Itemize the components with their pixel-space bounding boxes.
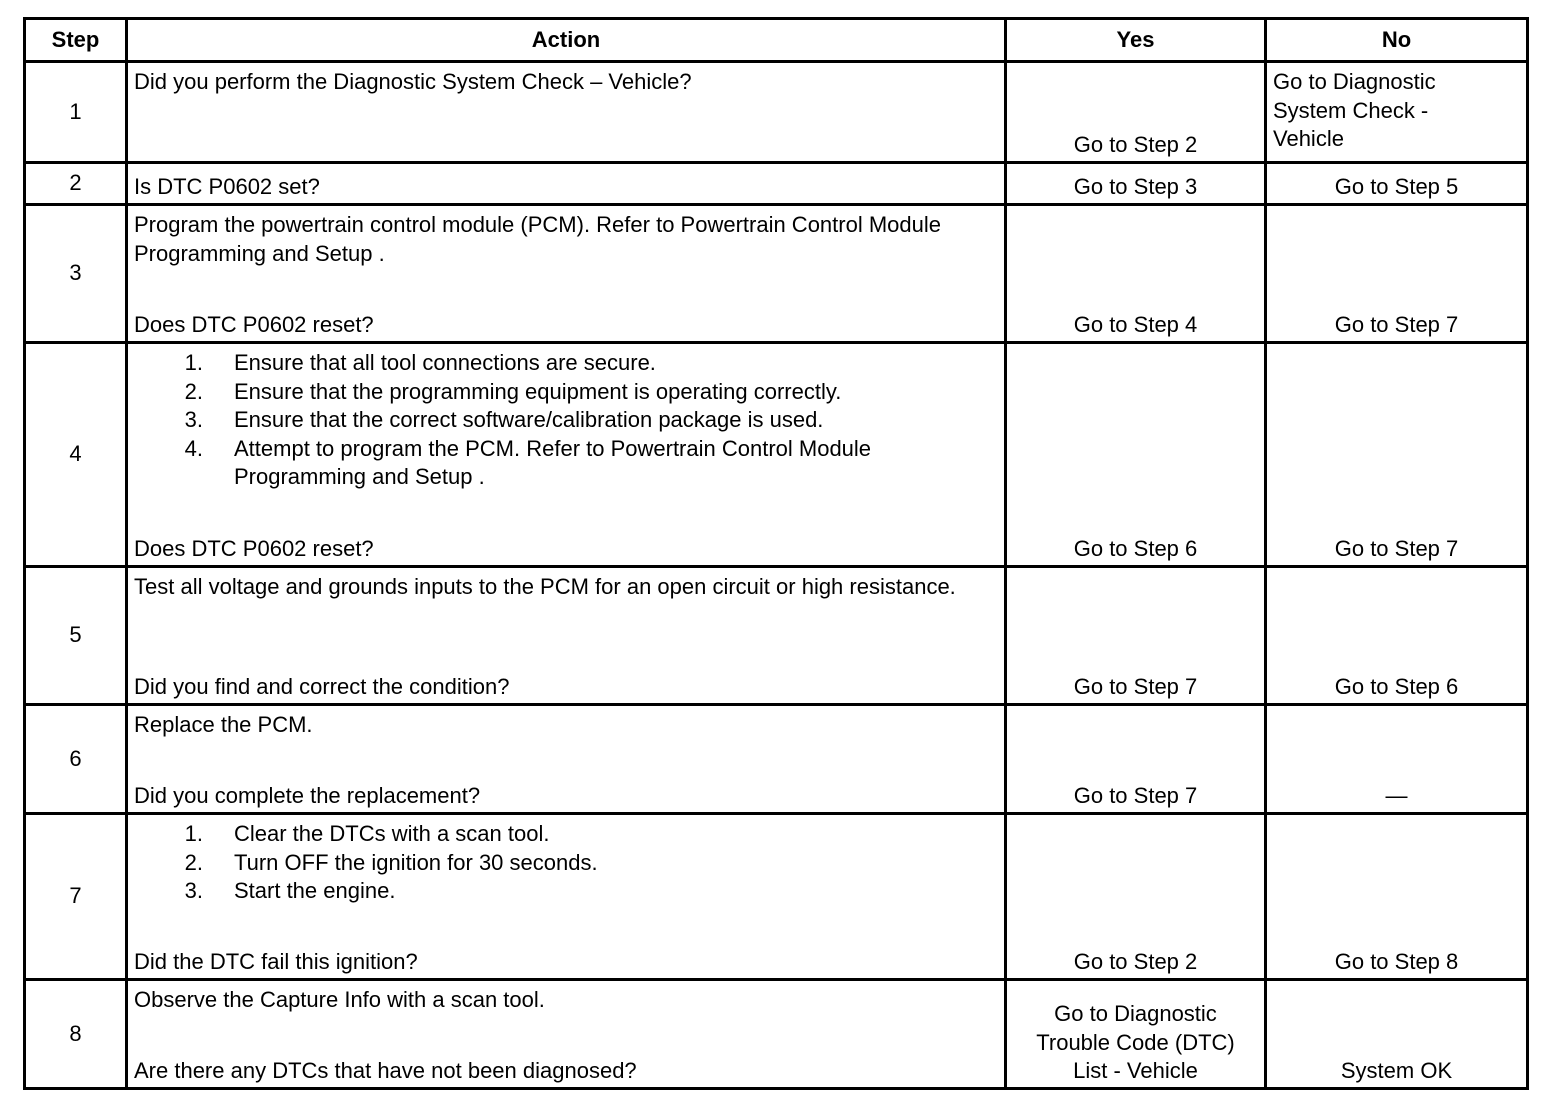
list-item <box>134 349 998 378</box>
action-text: Test all voltage and grounds inputs to the PCM for an open circuit or high resistance. <box>134 574 956 599</box>
action-question: Did you find and correct the condition? <box>134 674 510 700</box>
table-row <box>25 980 1528 1089</box>
step-number: 1 <box>25 62 127 163</box>
list-text: Ensure that the programming equipment is operating correctly. <box>234 378 842 404</box>
action-cell <box>127 163 1006 205</box>
yes-cell: Go to Step 2 <box>1006 814 1266 980</box>
action-cell <box>127 205 1006 343</box>
list-text: Turn OFF the ignition for 30 seconds. <box>234 849 598 875</box>
action-cell <box>127 705 1006 814</box>
action-cell <box>127 814 1006 980</box>
action-cell <box>127 980 1006 1089</box>
no-cell: Go to Step 6 <box>1266 567 1528 705</box>
step-number: 8 <box>25 980 127 1089</box>
table-row <box>25 62 1528 163</box>
action-question: Are there any DTCs that have not been diagnosed? <box>134 1058 637 1084</box>
step-number: 5 <box>25 567 127 705</box>
list-item <box>134 849 998 878</box>
action-text: Observe the Capture Info with a scan tool. <box>134 987 545 1012</box>
no-cell: Go to Step 5 <box>1266 163 1528 205</box>
yes-cell: Go to Diagnostic Trouble Code (DTC) List - Vehicle <box>1006 980 1266 1089</box>
step-number: 7 <box>25 814 127 980</box>
action-question: Does DTC P0602 reset? <box>134 536 374 562</box>
action-text: Is DTC P0602 set? <box>134 174 320 200</box>
list-text: Ensure that the correct software/calibration package is used. <box>234 407 824 433</box>
list-item <box>134 877 998 906</box>
action-list <box>134 820 998 906</box>
action-cell <box>127 62 1006 163</box>
step-number: 6 <box>25 705 127 814</box>
header-yes: Yes <box>1006 19 1266 62</box>
no-cell: Go to Diagnostic System Check - Vehicle <box>1266 62 1528 163</box>
diagnostic-table <box>23 17 1529 1090</box>
list-number: 4. <box>184 435 203 461</box>
action-text: Replace the PCM. <box>134 712 313 737</box>
list-number: 3. <box>184 878 203 904</box>
list-number: 2. <box>184 378 203 404</box>
action-question: Did the DTC fail this ignition? <box>134 949 418 975</box>
action-question: Did you complete the replacement? <box>134 783 481 809</box>
list-item <box>134 820 998 849</box>
action-list <box>134 349 998 492</box>
header-step: Step <box>25 19 127 62</box>
list-item <box>134 378 998 407</box>
header-no: No <box>1266 19 1528 62</box>
table-row <box>25 205 1528 343</box>
table-row <box>25 567 1528 705</box>
yes-cell: Go to Step 7 <box>1006 705 1266 814</box>
list-item <box>134 435 998 492</box>
no-cell: Go to Step 7 <box>1266 343 1528 567</box>
action-cell <box>127 567 1006 705</box>
yes-cell: Go to Step 3 <box>1006 163 1266 205</box>
list-text: Ensure that all tool connections are secure. <box>234 350 656 375</box>
list-text: Attempt to program the PCM. Refer to Powertrain Control Module Programming and Setup . <box>234 435 872 490</box>
list-text: Start the engine. <box>234 878 396 904</box>
no-cell: System OK <box>1266 980 1528 1089</box>
list-number: 1. <box>184 350 203 375</box>
list-number: 3. <box>184 407 203 433</box>
step-number: 2 <box>25 163 127 205</box>
table-row <box>25 163 1528 205</box>
yes-cell: Go to Step 2 <box>1006 62 1266 163</box>
yes-cell: Go to Step 6 <box>1006 343 1266 567</box>
action-question: Does DTC P0602 reset? <box>134 312 374 338</box>
action-text: Did you perform the Diagnostic System Check – Vehicle? <box>134 69 692 94</box>
list-number: 2. <box>184 849 203 875</box>
list-number: 1. <box>184 821 203 846</box>
yes-cell: Go to Step 7 <box>1006 567 1266 705</box>
table-row <box>25 343 1528 567</box>
step-number: 4 <box>25 343 127 567</box>
no-cell: Go to Step 8 <box>1266 814 1528 980</box>
no-cell: — <box>1266 705 1528 814</box>
action-text: Program the powertrain control module (PCM). Refer to Powertrain Control Module Programming and Setup . <box>134 212 941 266</box>
no-cell: Go to Step 7 <box>1266 205 1528 343</box>
table-row <box>25 814 1528 980</box>
yes-cell: Go to Step 4 <box>1006 205 1266 343</box>
action-cell <box>127 343 1006 567</box>
step-number: 3 <box>25 205 127 343</box>
table-row <box>25 705 1528 814</box>
header-action: Action <box>127 19 1006 62</box>
list-text: Clear the DTCs with a scan tool. <box>234 821 550 846</box>
list-item <box>134 406 998 435</box>
header-row <box>25 19 1528 62</box>
